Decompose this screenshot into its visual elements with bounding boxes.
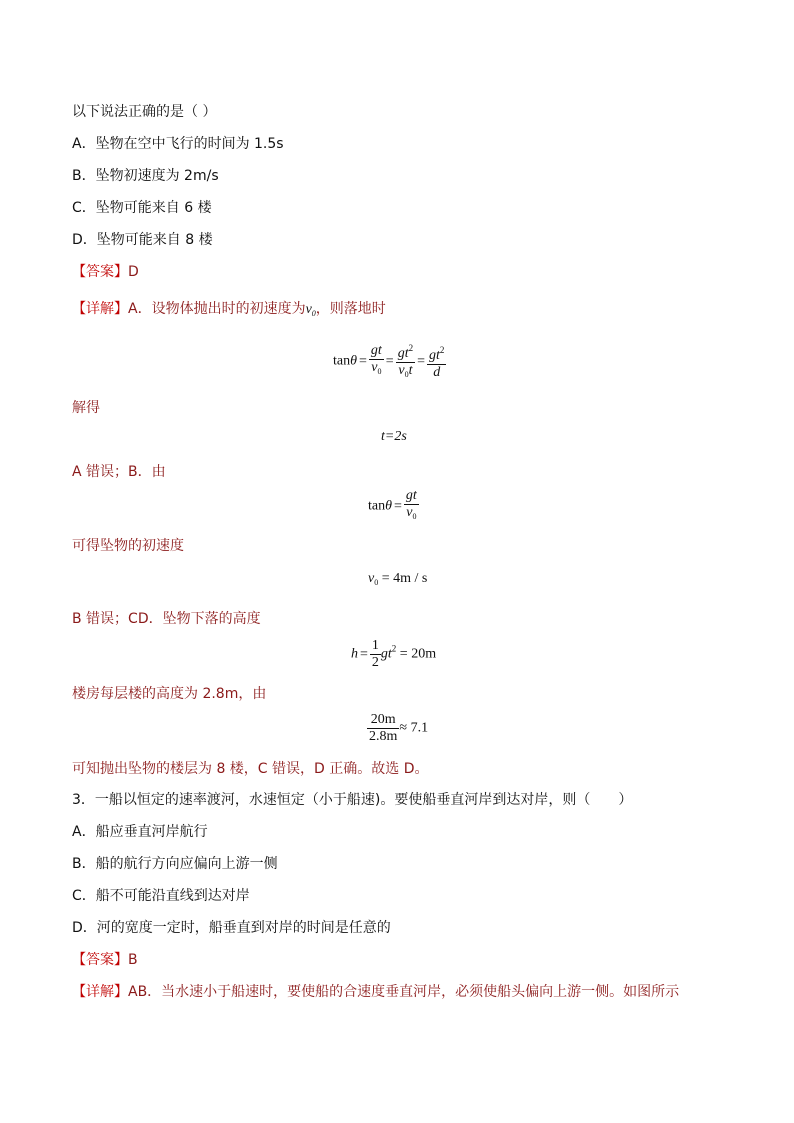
answer-label: 【答案】 bbox=[72, 952, 128, 968]
q3-option-d: D．河的宽度一定时，船垂直到对岸的时间是任意的 bbox=[72, 920, 391, 936]
detail-label: 【详解】 bbox=[72, 984, 128, 1000]
q2-option-a: A．坠物在空中飞行的时间为 1.5s bbox=[72, 136, 284, 152]
equation-ratio: $\frac{20m}{2.8m}$ ≈ 7.1 bbox=[369, 712, 429, 744]
q2-detail-intro: 【详解】A．设物体抛出时的初速度为$v_0$，则落地时 bbox=[72, 301, 386, 318]
equation-tan-theta-2: tanθ = $\frac{gt}{v_0}$ bbox=[368, 488, 417, 521]
q2-stem: 以下说法正确的是（ ） bbox=[72, 104, 217, 120]
equation-t: t=2s bbox=[381, 429, 407, 444]
q2-answer bbox=[72, 262, 139, 282]
floor-height: 楼房每层楼的高度为 2.8m，由 bbox=[72, 686, 267, 702]
q3-option-b: B．船的航行方向应偏向上游一侧 bbox=[72, 856, 278, 872]
q2-option-c: C．坠物可能来自 6 楼 bbox=[72, 200, 212, 216]
detail-label: 【详解】 bbox=[72, 301, 128, 317]
q3-option-a: A．船应垂直河岸航行 bbox=[72, 824, 208, 840]
a-wrong-b: A 错误；B．由 bbox=[72, 464, 166, 480]
q3-option-c: C．船不可能沿直线到达对岸 bbox=[72, 888, 250, 904]
b-wrong-cd: B 错误；CD．坠物下落的高度 bbox=[72, 611, 261, 627]
q3-stem: 3．一船以恒定的速率渡河，水速恒定（小于船速)。要使船垂直河岸到达对岸，则（ ） bbox=[72, 792, 633, 808]
step-solve: 解得 bbox=[72, 400, 100, 416]
v0-symbol: $v_0$ bbox=[305, 302, 316, 318]
q3-detail: 【详解】AB．当水速小于船速时，要使船的合速度垂直河岸，必须使船头偏向上游一侧。如图所示 bbox=[72, 984, 680, 1000]
answer-label: 【答案】 bbox=[72, 264, 128, 280]
get-v0: 可得坠物的初速度 bbox=[72, 538, 184, 554]
equation-h: h = $\frac{1}{2}$ $gt^2 = 20m$ bbox=[351, 638, 437, 670]
q2-option-d: D．坠物可能来自 8 楼 bbox=[72, 232, 213, 248]
q3-answer bbox=[72, 950, 138, 970]
conclusion: 可知抛出坠物的楼层为 8 楼，C 错误，D 正确。故选 D。 bbox=[72, 761, 429, 777]
equation-v0: $v_0 = 4m / s$ bbox=[368, 571, 428, 587]
answer-value: D bbox=[128, 264, 139, 280]
answer-value: B bbox=[128, 952, 138, 968]
equation-tan-theta: tanθ = $\frac{gt}{v_0}$ = $\frac{gt^2}{v_0t}$ = $\frac{gt^2}{d}$ bbox=[333, 340, 446, 383]
q2-option-b: B．坠物初速度为 2m/s bbox=[72, 168, 219, 184]
